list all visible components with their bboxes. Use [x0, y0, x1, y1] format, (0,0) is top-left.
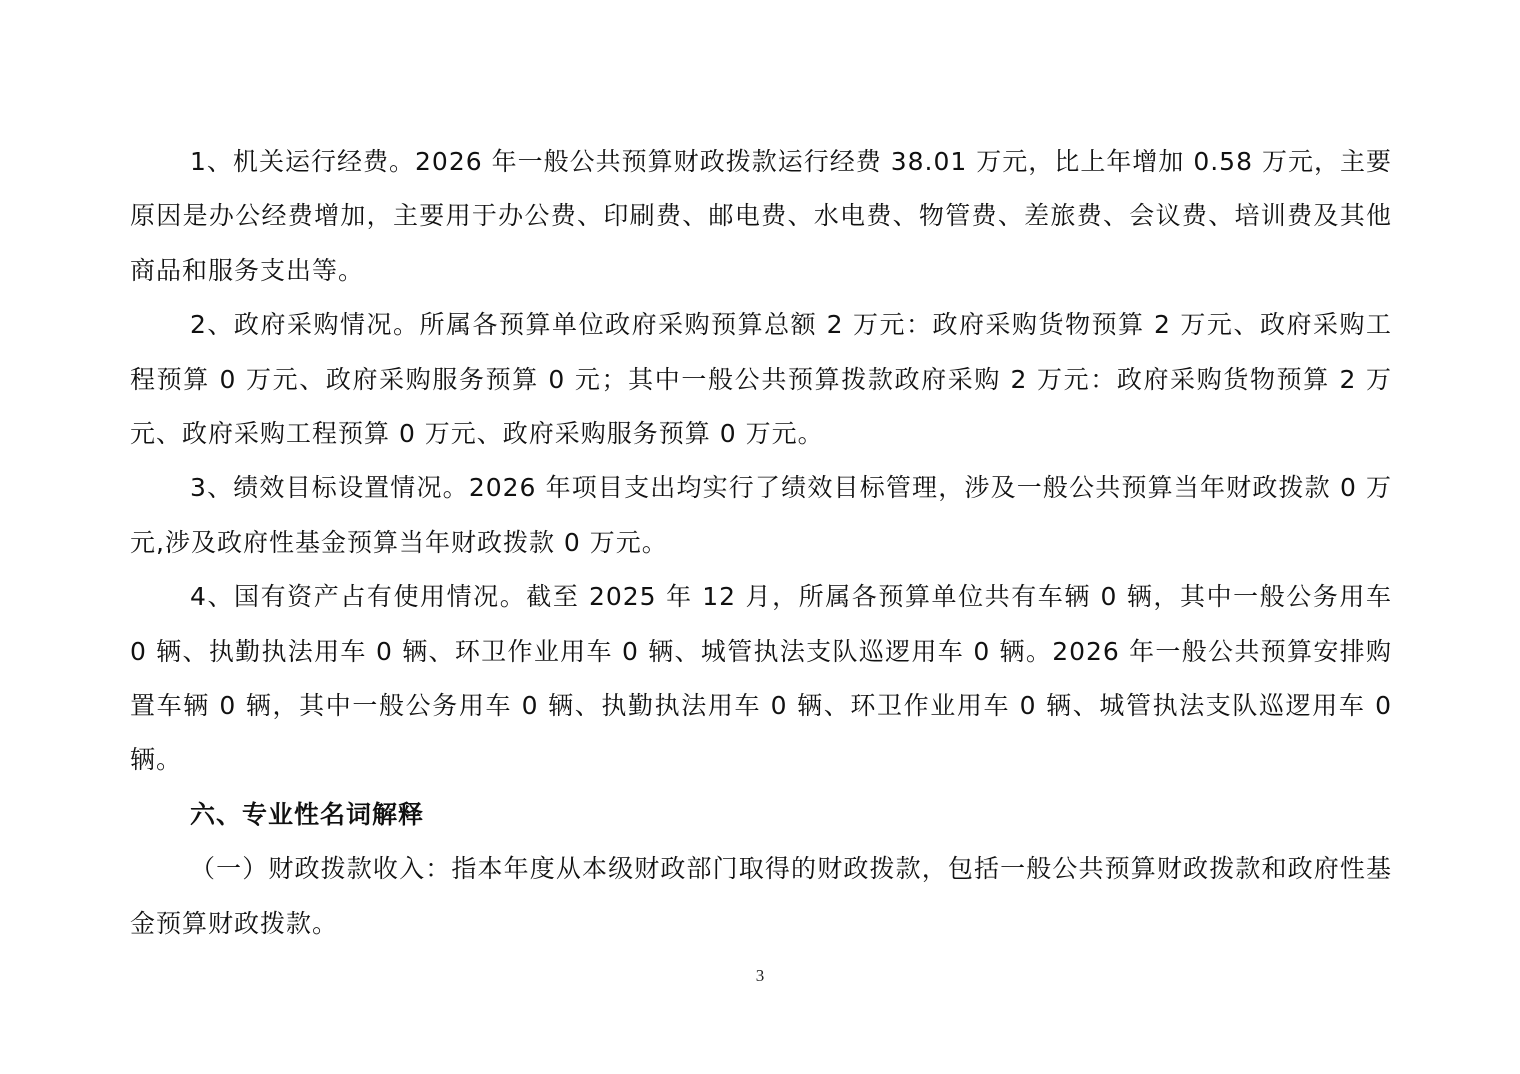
paragraph-definition-fiscal-appropriation: （一）财政拨款收入：指本年度从本级财政部门取得的财政拨款，包括一般公共预算财政拨款和政府性基金预算财政拨款。: [130, 854, 1392, 938]
page-number: 3: [755, 966, 765, 985]
paragraph-operating-expenses: 1、机关运行经费。2026 年一般公共预算财政拨款运行经费 38.01 万元，比上年增加 0.58 万元，主要原因是办公经费增加，主要用于办公费、印刷费、邮电费、水电费、物管费、差旅费、会议费、培训费及其他商品和服务支出等。: [130, 147, 1392, 285]
paragraph-performance-targets: 3、绩效目标设置情况。2026 年项目支出均实行了绩效目标管理，涉及一般公共预算当年财政拨款 0 万元,涉及政府性基金预算当年财政拨款 0 万元。: [130, 473, 1392, 557]
section-heading: 六、专业性名词解释: [190, 799, 425, 829]
paragraph-state-assets: 4、国有资产占有使用情况。截至 2025 年 12 月，所属各预算单位共有车辆 0 辆，其中一般公务用车 0 辆、执勤执法用车 0 辆、环卫作业用车 0 辆、城管执法支队巡逻用车 0 辆。2026 年一般公共预算安排购置车辆 0 辆，其中一般公务用车 0 辆、执勤执法用车 0 辆、环卫作业用车 0 辆、城管执法支队巡逻用车 0 辆。: [130, 582, 1392, 775]
document-body: [130, 135, 1392, 951]
paragraph-government-procurement: 2、政府采购情况。所属各预算单位政府采购预算总额 2 万元：政府采购货物预算 2 万元、政府采购工程预算 0 万元、政府采购服务预算 0 元；其中一般公共预算拨款政府采购 2 万元：政府采购货物预算 2 万元、政府采购工程预算 0 万元、政府采购服务预算 0 万元。: [130, 310, 1392, 449]
